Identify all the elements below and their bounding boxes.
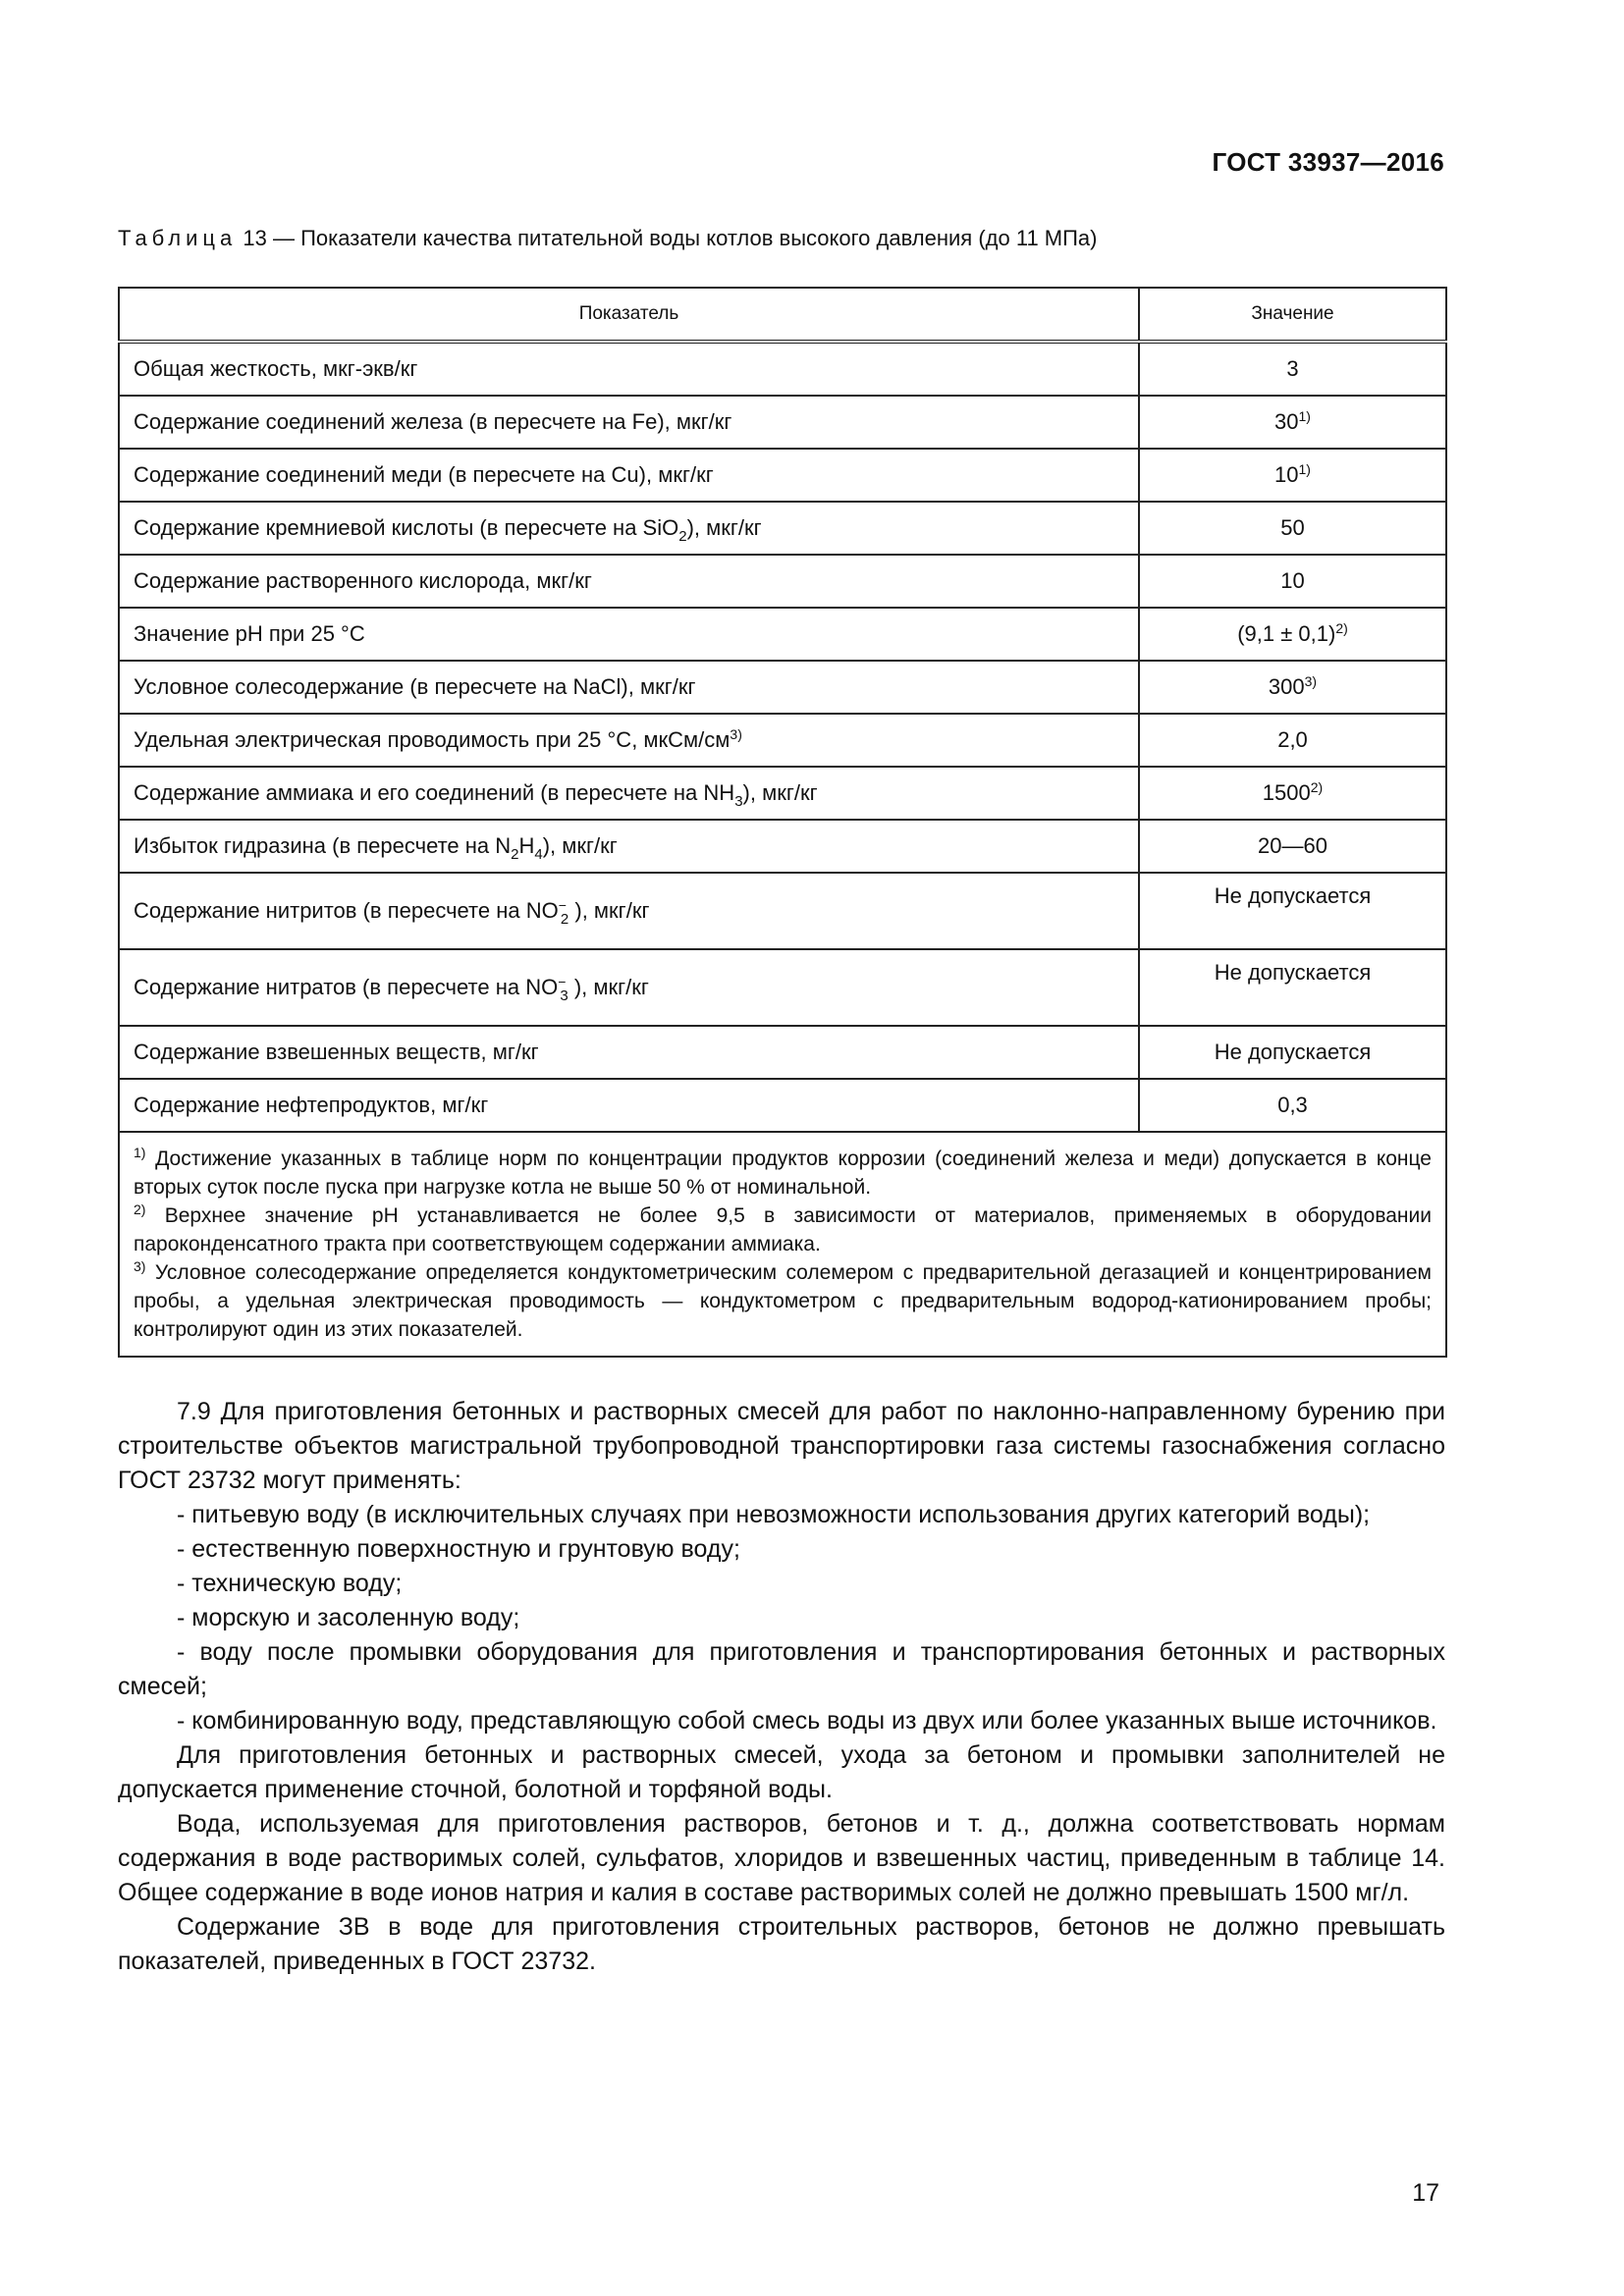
table-row — [119, 873, 1446, 949]
list-item: - воду после промывки оборудования для приготовления и транспортирования бетонных и растворных смесей; — [118, 1638, 1445, 1700]
param-cell: Условное солесодержание (в пересчете на NaCl), мкг/кг — [119, 661, 1139, 714]
value-cell: 10$^{1)}$ — [1139, 449, 1446, 502]
table-caption-label: Таблица — [118, 226, 238, 250]
value-cell: 300$^{3)}$ — [1139, 661, 1446, 714]
value-cell: 0,3 — [1139, 1079, 1446, 1132]
table-row — [119, 1079, 1446, 1132]
table-row — [119, 396, 1446, 449]
table-row — [119, 608, 1446, 661]
table-row — [119, 949, 1446, 1026]
param-cell: Содержание нитратов (в пересчете на $NO^-_3$ ), мкг/кг — [119, 949, 1139, 1026]
value-cell: Не допускается — [1139, 1026, 1446, 1079]
paragraph: Для приготовления бетонных и растворных смесей, ухода за бетоном и промывки заполнителей не допускается применение сточной, болотной и торфяной воды. — [118, 1741, 1445, 1803]
table-row — [119, 767, 1446, 820]
value-cell: 30$^{1)}$ — [1139, 396, 1446, 449]
table-row — [119, 714, 1446, 767]
page-number: 17 — [1412, 2179, 1439, 2207]
footnote: $^{3)}$ Условное солесодержание определяется кондуктометрическим солемером с предварительной дегазацией и концентрированием пробы, а удельная электрическая проводимость — кондуктометром с предварительным водород-катионированием пробы; контролируют один из этих показателей. — [134, 1258, 1432, 1341]
table-caption-text: 13 — Показатели качества питательной воды котлов высокого давления (до 11 МПа) — [243, 226, 1098, 250]
table-row — [119, 502, 1446, 555]
param-cell: Содержание соединений железа (в пересчете на Fe), мкг/кг — [119, 396, 1139, 449]
footnote: $^{1)}$ Достижение указанных в таблице норм по концентрации продуктов коррозии (соединений железа и меди) допускается в конце вторых суток после пуска при нагрузке котла не выше 50 % от номинальной. — [134, 1145, 1432, 1199]
table-caption — [118, 226, 1098, 251]
param-cell: Содержание нитритов (в пересчете на $NO^-_2$ ), мкг/кг — [119, 873, 1139, 949]
table-row — [119, 820, 1446, 873]
value-cell: $(9,1 \pm 0,1)^{2)}$ — [1139, 608, 1446, 661]
list-item: - естественную поверхностную и грунтовую воду; — [177, 1535, 740, 1563]
value-cell: 10 — [1139, 555, 1446, 608]
paragraph: Вода, используемая для приготовления растворов, бетонов и т. д., должна соответствовать нормам содержания в воде растворимых солей, сульфатов, хлоридов и взвешенных частиц, приведенным в таблице 14. Общее содержание в воде ионов натрия и калия в составе растворимых солей не должно превышать 1500 мг/л. — [118, 1810, 1445, 1906]
list-item: - питьевую воду (в исключительных случаях при невозможности использования других категорий воды); — [177, 1501, 1371, 1528]
param-cell: Содержание кремниевой кислоты (в пересчете на SiO$_2$), мкг/кг — [119, 502, 1139, 555]
footnotes-cell — [119, 1132, 1446, 1357]
value-cell: 20—60 — [1139, 820, 1446, 873]
param-cell: Содержание соединений меди (в пересчете на Cu), мкг/кг — [119, 449, 1139, 502]
value-cell: 1500$^{2)}$ — [1139, 767, 1446, 820]
param-cell: Общая жесткость, мкг-экв/кг — [119, 342, 1139, 396]
table-row — [119, 449, 1446, 502]
paragraph: Содержание ЗВ в воде для приготовления строительных растворов, бетонов не должно превышать показателей, приведенных в ГОСТ 23732. — [118, 1913, 1445, 1975]
column-header-value: Значение — [1139, 288, 1446, 342]
value-cell: 3 — [1139, 342, 1446, 396]
value-cell: Не допускается — [1139, 949, 1446, 1026]
table-row — [119, 661, 1446, 714]
param-cell: Содержание аммиака и его соединений (в пересчете на $NH_3$), мкг/кг — [119, 767, 1139, 820]
param-cell: Содержание растворенного кислорода, мкг/кг — [119, 555, 1139, 608]
table-row — [119, 1026, 1446, 1079]
value-cell: 50 — [1139, 502, 1446, 555]
value-cell: 2,0 — [1139, 714, 1446, 767]
table-footnotes — [119, 1132, 1446, 1357]
table-row — [119, 342, 1446, 396]
section-7-9 — [118, 1395, 1445, 1979]
list-item: - морскую и засоленную воду; — [177, 1604, 520, 1631]
column-header-param: Показатель — [119, 288, 1139, 342]
param-cell: Содержание нефтепродуктов, мг/кг — [119, 1079, 1139, 1132]
list-item: - комбинированную воду, представляющую собой смесь воды из двух или более указанных выше источников. — [177, 1707, 1437, 1735]
param-cell: Содержание взвешенных веществ, мг/кг — [119, 1026, 1139, 1079]
value-cell: Не допускается — [1139, 873, 1446, 949]
param-cell: Избыток гидразина (в пересчете на $N_2H_4$), мкг/кг — [119, 820, 1139, 873]
footnote: $^{2)}$ Верхнее значение pH устанавливается не более 9,5 в зависимости от материалов, применяемых в оборудовании пароконденсатного тракта при соответствующем содержании аммиака. — [134, 1201, 1432, 1255]
table-header-row — [119, 288, 1446, 342]
table-row — [119, 555, 1446, 608]
paragraph: 7.9 Для приготовления бетонных и растворных смесей для работ по наклонно-направленному бурению при строительстве объектов магистральной трубопроводной транспортировки газа системы газоснабжения согласно ГОСТ 23732 могут применять: — [118, 1398, 1445, 1494]
list-item: - техническую воду; — [177, 1570, 403, 1597]
param-cell: Значение pH при 25 °С — [119, 608, 1139, 661]
quality-table — [118, 287, 1445, 1358]
document-id: ГОСТ 33937—2016 — [1212, 147, 1444, 177]
param-cell: Удельная электрическая проводимость при 25 °С, мкСм/$см^{3)}$ — [119, 714, 1139, 767]
